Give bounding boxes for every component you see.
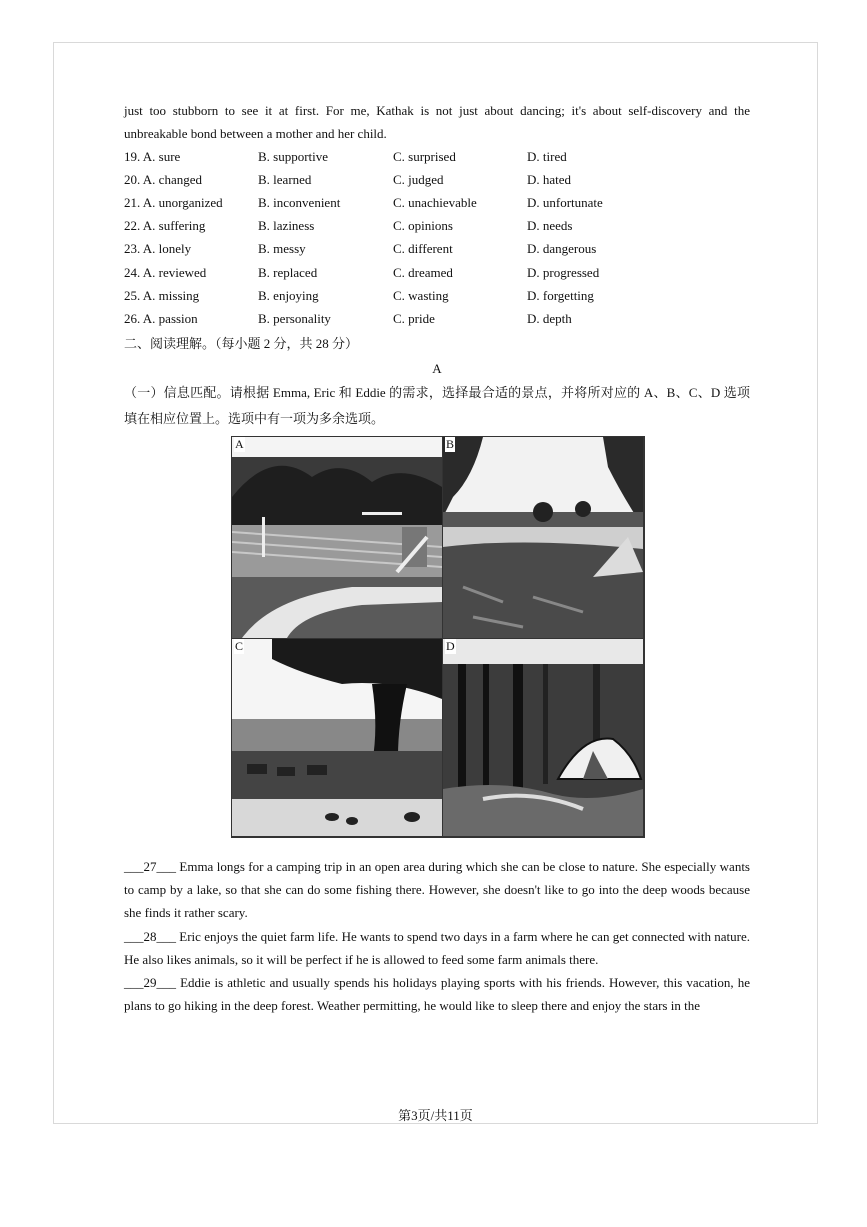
passage-line: just too stubborn to see it at first. For me, Kathak is not just about dancing; it's about self-discovery and the	[124, 103, 750, 118]
option-c: C. opinions	[393, 218, 453, 234]
option-row	[124, 215, 750, 238]
scenery-image-grid	[231, 436, 645, 838]
option-a: 25. A. missing	[124, 287, 200, 303]
image-label: D	[446, 639, 455, 653]
playground-illustration	[232, 437, 442, 638]
image-a-playground	[232, 437, 442, 638]
option-a: 26. A. passion	[124, 310, 198, 326]
option-d: D. progressed	[527, 264, 600, 280]
option-a: 19. A. sure	[124, 148, 181, 164]
image-b-lake	[443, 437, 643, 638]
option-b: B. messy	[258, 241, 306, 257]
option-d: D. dangerous	[527, 241, 597, 257]
option-b: B. supportive	[258, 148, 329, 164]
option-row	[124, 238, 750, 261]
part-letter: A	[432, 360, 442, 376]
option-b: B. personality	[258, 310, 331, 326]
option-d: D. tired	[527, 148, 567, 164]
question-text: Eddie is athletic and usually spends his holidays playing sports with his friends. However, this vacation, he plans to go hiking in the deep forest. Weather permitting, he would like to sleep there and enjoy the stars in the	[124, 975, 750, 1014]
image-label: B	[446, 437, 455, 451]
option-b: B. laziness	[258, 218, 315, 234]
question-29	[124, 971, 750, 1017]
option-b: B. inconvenient	[258, 194, 341, 210]
option-d: D. needs	[527, 218, 573, 234]
option-row	[124, 307, 750, 330]
option-c: C. pride	[393, 310, 435, 326]
options-list	[124, 145, 750, 331]
option-c: C. dreamed	[393, 264, 453, 280]
option-a: 23. A. lonely	[124, 241, 192, 257]
image-d-forest-camp	[443, 639, 643, 836]
image-label: A	[235, 437, 244, 451]
lake-illustration	[443, 437, 643, 638]
option-c: C. different	[393, 241, 453, 257]
answer-blank[interactable]: ___29___	[124, 975, 176, 991]
option-a: 20. A. changed	[124, 171, 202, 187]
option-b: B. replaced	[258, 264, 318, 280]
option-a: 24. A. reviewed	[124, 264, 207, 280]
option-c: C. unachievable	[393, 194, 477, 210]
farm-illustration	[232, 639, 442, 836]
option-row	[124, 261, 750, 284]
main-content	[124, 99, 750, 432]
answer-blank[interactable]: ___28___	[124, 928, 176, 944]
question-text: Eric enjoys the quiet farm life. He wants to spend two days in a farm where he can get connected with nature. He also likes animals, so it will be perfect if he is allowed to feed some farm animals there.	[124, 928, 750, 967]
answer-blank[interactable]: ___27___	[124, 859, 176, 874]
option-c: C. wasting	[393, 287, 449, 303]
option-d: D. unfortunate	[527, 194, 603, 210]
option-a: 21. A. unorganized	[124, 194, 223, 210]
question-28	[124, 925, 750, 971]
option-b: B. enjoying	[258, 287, 319, 303]
option-row	[124, 168, 750, 191]
instruction-text: （一）信息匹配。请根据 Emma, Eric 和 Eddie 的需求，选择最合适的景点，并将所对应的 A、B、C、D 选项填在相应位置上。选项中有一项为多余选项。	[124, 384, 750, 426]
document-page	[53, 42, 818, 1124]
option-a: 22. A. suffering	[124, 218, 206, 234]
option-row	[124, 191, 750, 214]
option-c: C. judged	[393, 171, 444, 187]
question-27	[124, 855, 750, 925]
image-c-farm	[232, 639, 442, 836]
matching-questions	[124, 855, 750, 1017]
image-label: C	[235, 639, 244, 653]
question-text: Emma longs for a camping trip in an open area during which she can be close to nature. She especially wants to camp by a lake, so that she can do some fishing there. However, she doesn't like to go into the deep woods because she finds it rather scary.	[124, 859, 750, 921]
page-number: 第3页/共11页	[398, 1108, 473, 1123]
option-row	[124, 145, 750, 168]
passage-line: unbreakable bond between a mother and her child.	[124, 126, 387, 141]
option-row	[124, 284, 750, 307]
option-d: D. forgetting	[527, 287, 594, 303]
section-heading: 二、阅读理解。（每小题 2 分，共 28 分）	[124, 335, 359, 351]
option-d: D. hated	[527, 171, 572, 187]
option-c: C. surprised	[393, 148, 456, 164]
forest-camp-illustration	[443, 639, 643, 836]
option-d: D. depth	[527, 310, 572, 326]
option-b: B. learned	[258, 171, 312, 187]
